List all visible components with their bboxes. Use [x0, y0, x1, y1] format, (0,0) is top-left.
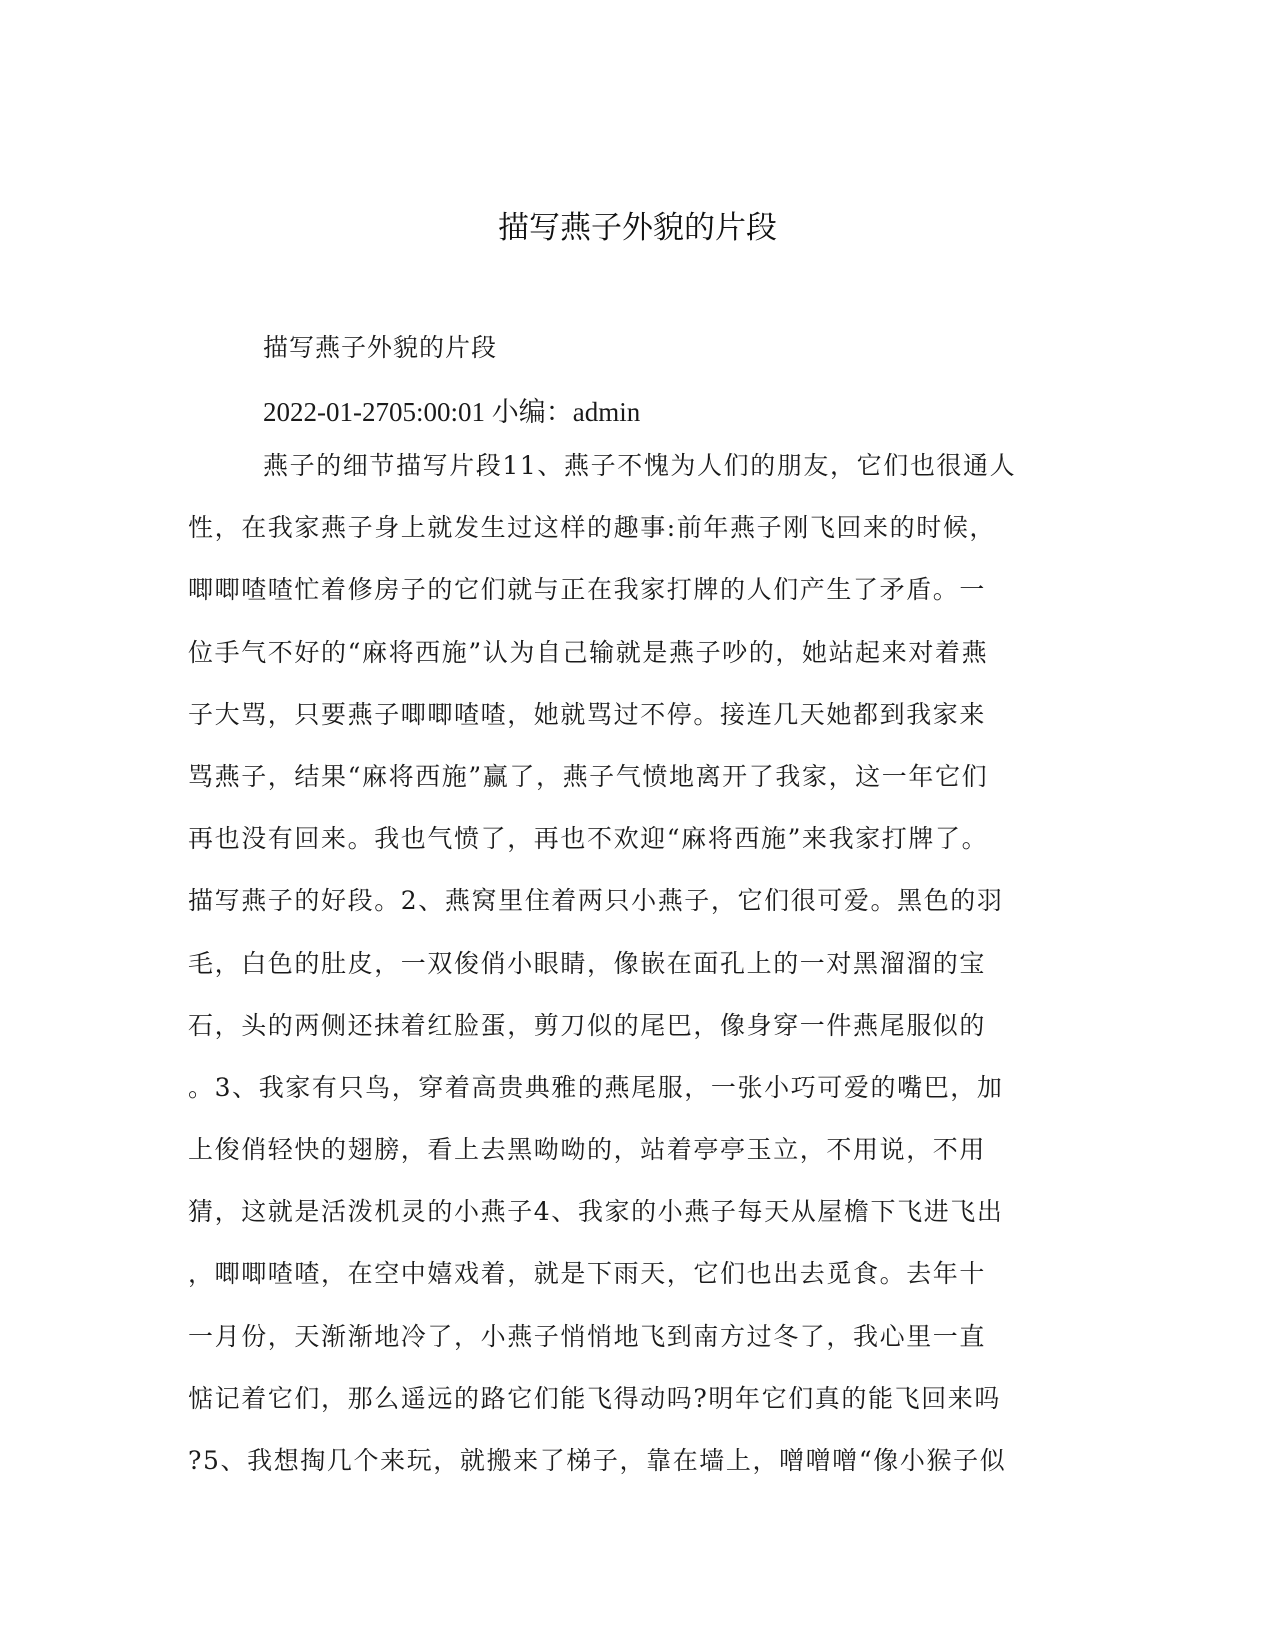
paragraph-line: 骂燕子，结果“麻将西施”赢了，燕子气愤地离开了我家，这一年它们: [188, 761, 989, 791]
paragraph-line: 子大骂，只要燕子唧唧喳喳，她就骂过不停。接连几天她都到我家来: [188, 699, 987, 729]
paragraph-line: 一月份，天渐渐地冷了，小燕子悄悄地飞到南方过冬了，我心里一直: [188, 1321, 987, 1351]
paragraph-line: 位手气不好的“麻将西施”认为自己输就是燕子吵的，她站起来对着燕: [188, 637, 989, 667]
paragraph-line: ?5、我想掏几个来玩，就搬来了梯子，靠在墙上，噌噌噌“像小猴子似: [188, 1446, 1007, 1475]
paragraph-line: ，唧唧喳喳，在空中嬉戏着，就是下雨天，它们也出去觅食。去年十: [188, 1259, 987, 1289]
paragraph-line: 上俊俏轻快的翅膀，看上去黑呦呦的，站着亭亭玉立，不用说，不用: [188, 1135, 987, 1165]
paragraph-line: 毛，白色的肚皮，一双俊俏小眼睛，像嵌在面孔上的一对黑溜溜的宝: [188, 948, 987, 978]
article-heading: 描写燕子外貌的片段: [263, 333, 498, 362]
paragraph-line: 石，头的两侧还抹着红脸蛋，剪刀似的尾巴，像身穿一件燕尾服似的: [188, 1010, 987, 1040]
article-meta: 2022-01-2705:00:01 小编：admin: [263, 397, 641, 427]
article-body: [188, 448, 1275, 1505]
paragraph-line: 性，在我家燕子身上就发生过这样的趣事:前年燕子刚飞回来的时候，: [188, 513, 997, 543]
page-title: 描写燕子外貌的片段: [498, 210, 777, 246]
paragraph-line: 再也没有回来。我也气愤了，再也不欢迎“麻将西施”来我家打牌了。: [188, 824, 989, 854]
paragraph-line: 燕子的细节描写片段11、燕子不愧为人们的朋友，它们也很通人: [263, 451, 1017, 480]
paragraph-line: 描写燕子的好段。2、燕窝里住着两只小燕子，它们很可爱。黑色的羽: [188, 886, 1004, 916]
paragraph-line: 惦记着它们，那么遥远的路它们能飞得动吗?明年它们真的能飞回来吗: [188, 1383, 1002, 1413]
paragraph-line: 猜，这就是活泼机灵的小燕子4、我家的小燕子每天从屋檐下飞进飞出: [188, 1197, 1004, 1227]
paragraph-line: 。3、我家有只鸟，穿着高贵典雅的燕尾服，一张小巧可爱的嘴巴，加: [188, 1072, 1004, 1102]
paragraph-line: 唧唧喳喳忙着修房子的它们就与正在我家打牌的人们产生了矛盾。一: [188, 575, 987, 605]
